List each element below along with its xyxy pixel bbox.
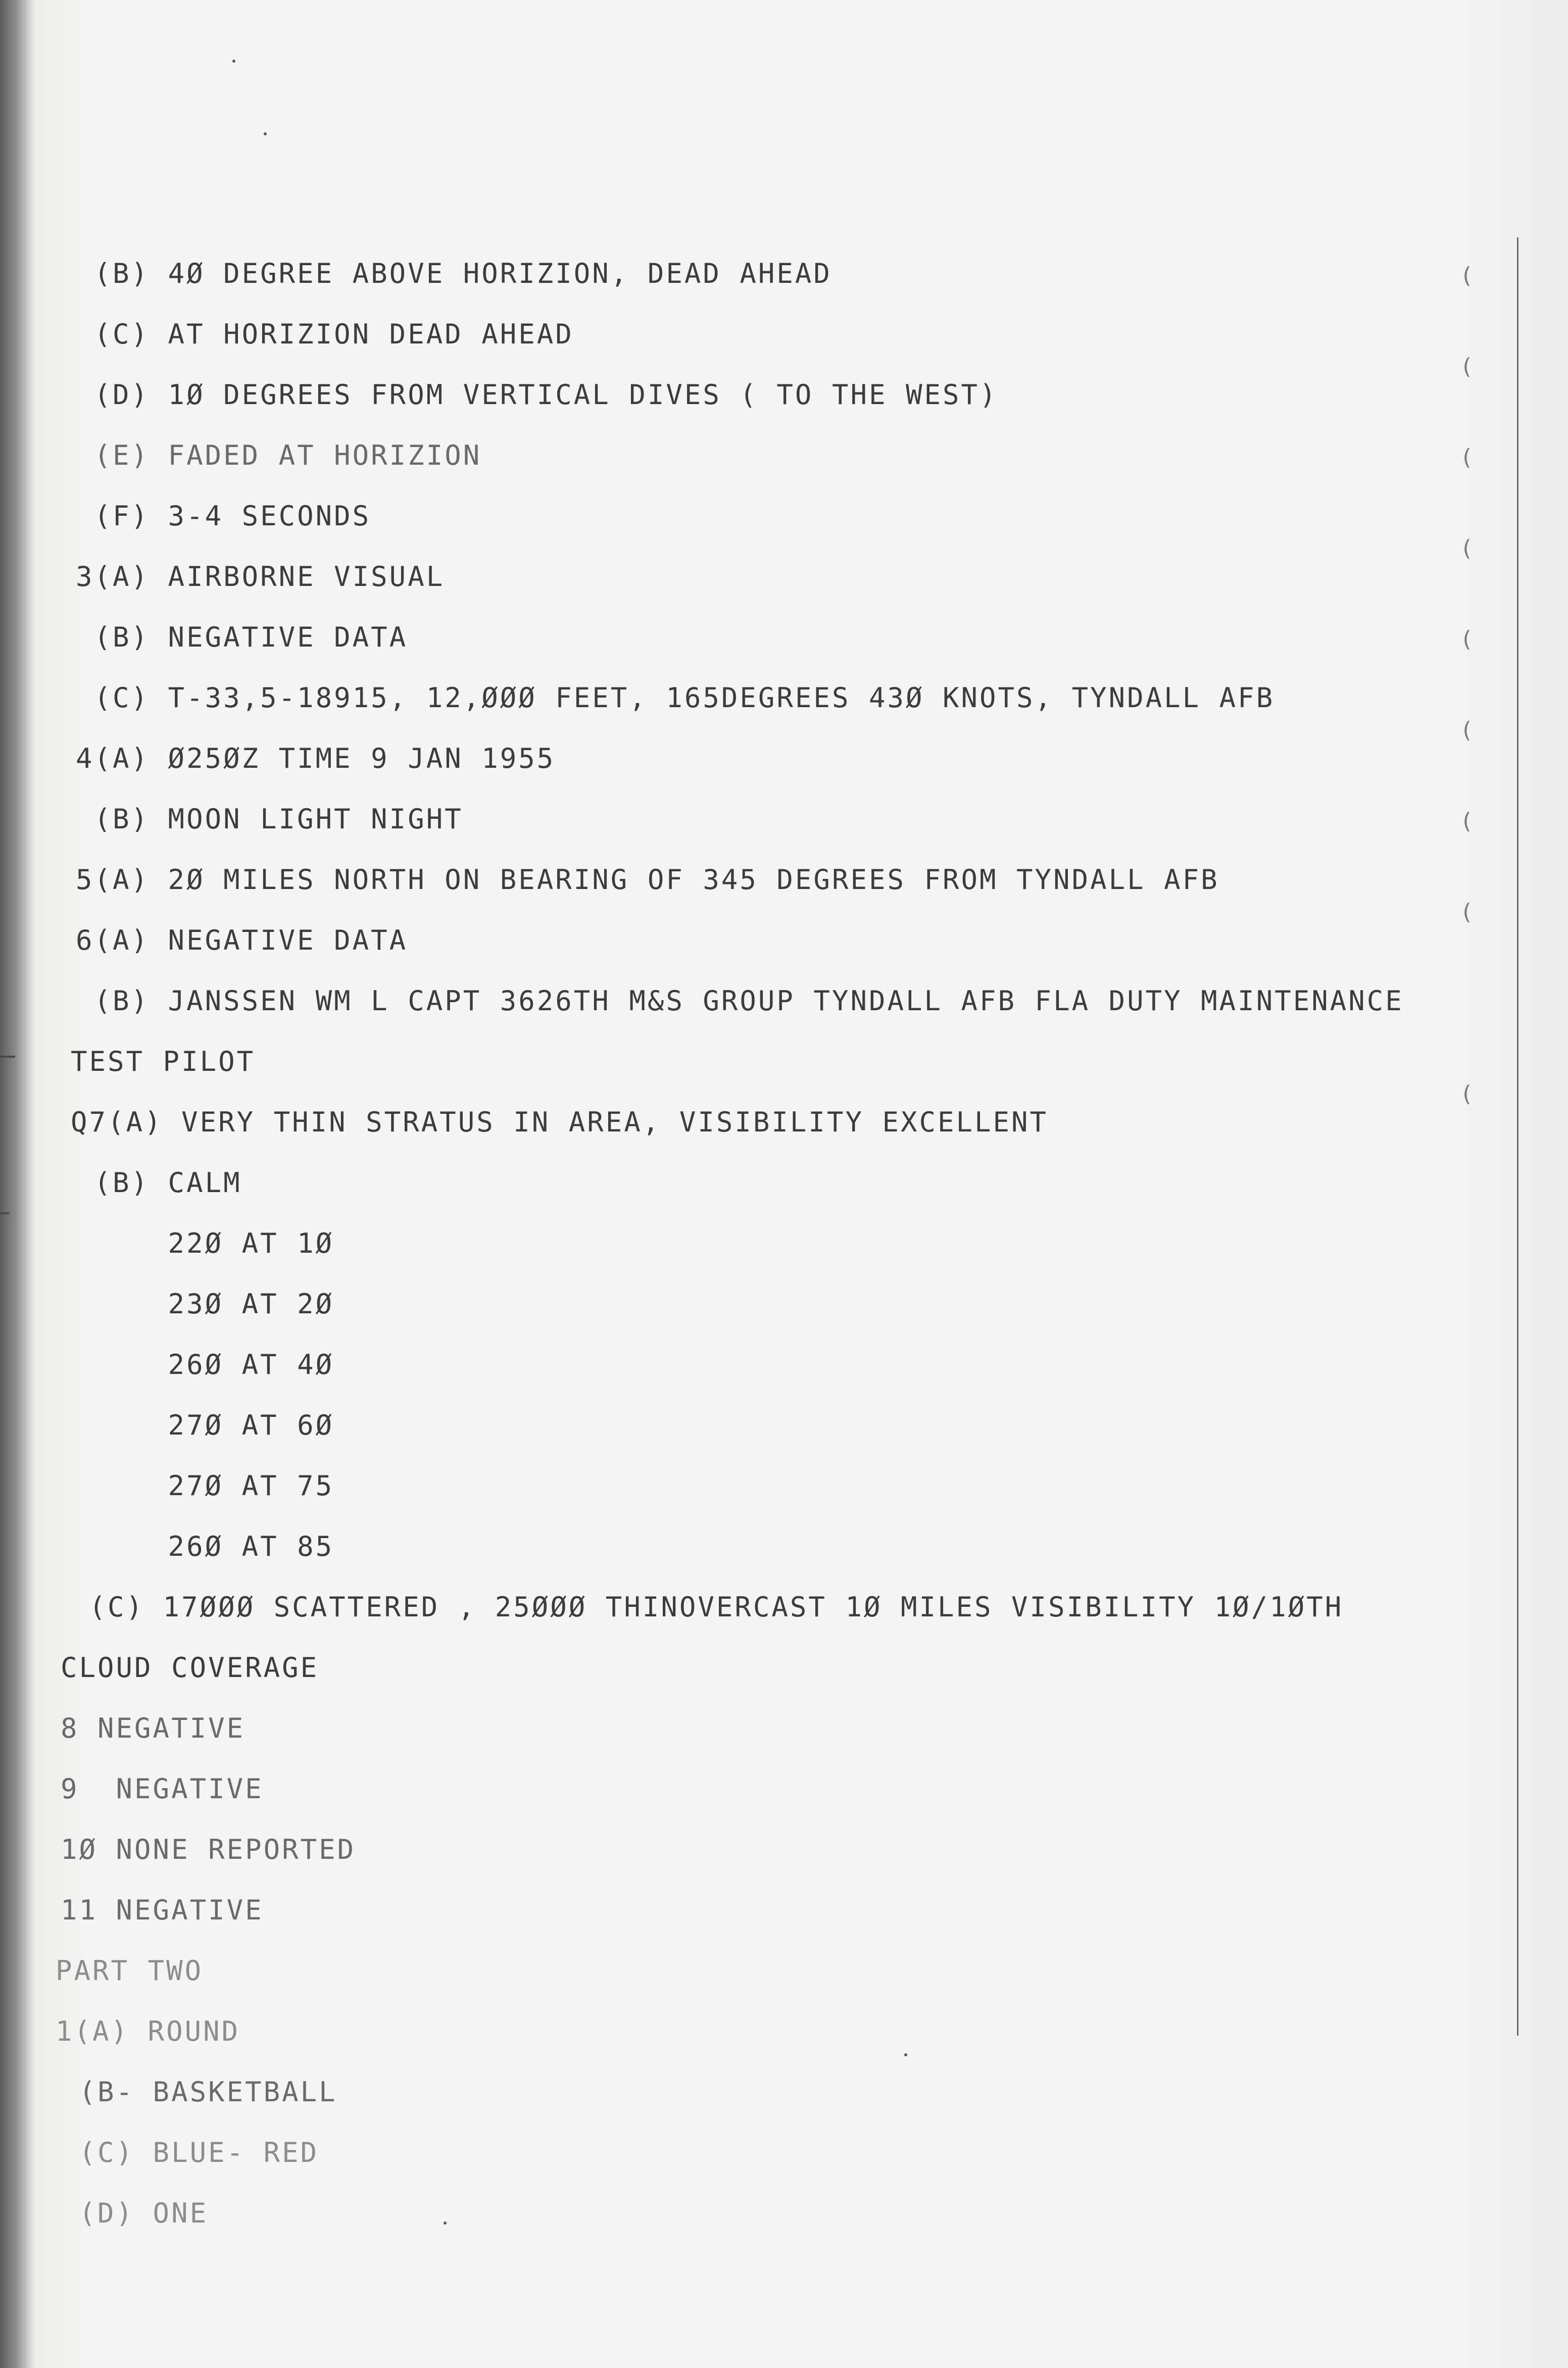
text-line: (C) BLUE- RED: [61, 2137, 319, 2168]
text-line: (F) 3-4 SECONDS: [76, 500, 371, 532]
paper-speck: [444, 2222, 447, 2225]
text-line: PART TWO: [56, 1955, 204, 1987]
text-line: (B) NEGATIVE DATA: [76, 621, 408, 653]
margin-tick: [0, 1056, 15, 1058]
text-line: 3(A) AIRBORNE VISUAL: [76, 561, 445, 593]
text-line: 11 NEGATIVE: [61, 1894, 264, 1926]
bleed-through-mark: (: [1460, 263, 1474, 288]
text-line: 5(A) 2Ø MILES NORTH ON BEARING OF 345 DEGREES FROM TYNDALL AFB: [76, 864, 1219, 896]
text-line: 6(A) NEGATIVE DATA: [76, 924, 408, 956]
bleed-through-mark: (: [1460, 899, 1474, 925]
paper-speck: [232, 60, 235, 63]
text-line: 27Ø AT 75: [76, 1470, 334, 1502]
bleed-through-mark: (: [1460, 535, 1474, 561]
text-line: Q7(A) VERY THIN STRATUS IN AREA, VISIBILITY EXCELLENT: [71, 1106, 1049, 1138]
bleed-through-mark: (: [1460, 1081, 1474, 1107]
text-line: TEST PILOT: [71, 1046, 256, 1077]
margin-rule: [1517, 237, 1518, 2036]
text-line: 23Ø AT 2Ø: [76, 1288, 334, 1320]
paper-speck: [904, 2053, 907, 2056]
text-line: 26Ø AT 4Ø: [76, 1349, 334, 1380]
bleed-through-mark: (: [1460, 445, 1474, 470]
bleed-through-mark: (: [1460, 626, 1474, 652]
text-line: (C) T-33,5-18915, 12,ØØØ FEET, 165DEGREES 43Ø KNOTS, TYNDALL AFB: [76, 682, 1275, 714]
bleed-through-mark: (: [1460, 717, 1474, 743]
margin-tick: [0, 1212, 9, 1214]
text-line: (B) JANSSEN WM L CAPT 3626TH M&S GROUP TYNDALL AFB FLA DUTY MAINTENANCE: [76, 985, 1404, 1017]
text-line: (B- BASKETBALL: [61, 2076, 337, 2108]
text-line: 4(A) Ø25ØZ TIME 9 JAN 1955: [76, 743, 556, 774]
page-edge-shadow: [0, 0, 35, 2368]
text-line: CLOUD COVERAGE: [61, 1652, 319, 1684]
text-line: 1Ø NONE REPORTED: [61, 1834, 356, 1865]
text-line: 8 NEGATIVE: [61, 1712, 246, 1744]
text-line: (B) 4Ø DEGREE ABOVE HORIZION, DEAD AHEAD: [76, 258, 832, 289]
bleed-through-mark: (: [1460, 354, 1474, 379]
paper-speck: [264, 132, 267, 135]
text-line: 27Ø AT 6Ø: [76, 1409, 334, 1441]
text-line: (E) FADED AT HORIZION: [76, 439, 482, 471]
text-line: 1(A) ROUND: [56, 2015, 240, 2047]
text-line: 22Ø AT 1Ø: [76, 1227, 334, 1259]
text-line: (B) MOON LIGHT NIGHT: [76, 803, 463, 835]
text-line: (D) 1Ø DEGREES FROM VERTICAL DIVES ( TO THE WEST): [76, 379, 998, 411]
text-line: 9 NEGATIVE: [61, 1773, 264, 1805]
text-line: (D) ONE: [61, 2197, 209, 2229]
text-line: (C) AT HORIZION DEAD AHEAD: [76, 318, 574, 350]
text-line: (B) CALM: [76, 1167, 242, 1199]
text-line: (C) 17ØØØ SCATTERED , 25ØØØ THINOVERCAST 1Ø MILES VISIBILITY 1Ø/1ØTH: [71, 1591, 1344, 1623]
text-line: 26Ø AT 85: [76, 1531, 334, 1562]
bleed-through-mark: (: [1460, 808, 1474, 834]
